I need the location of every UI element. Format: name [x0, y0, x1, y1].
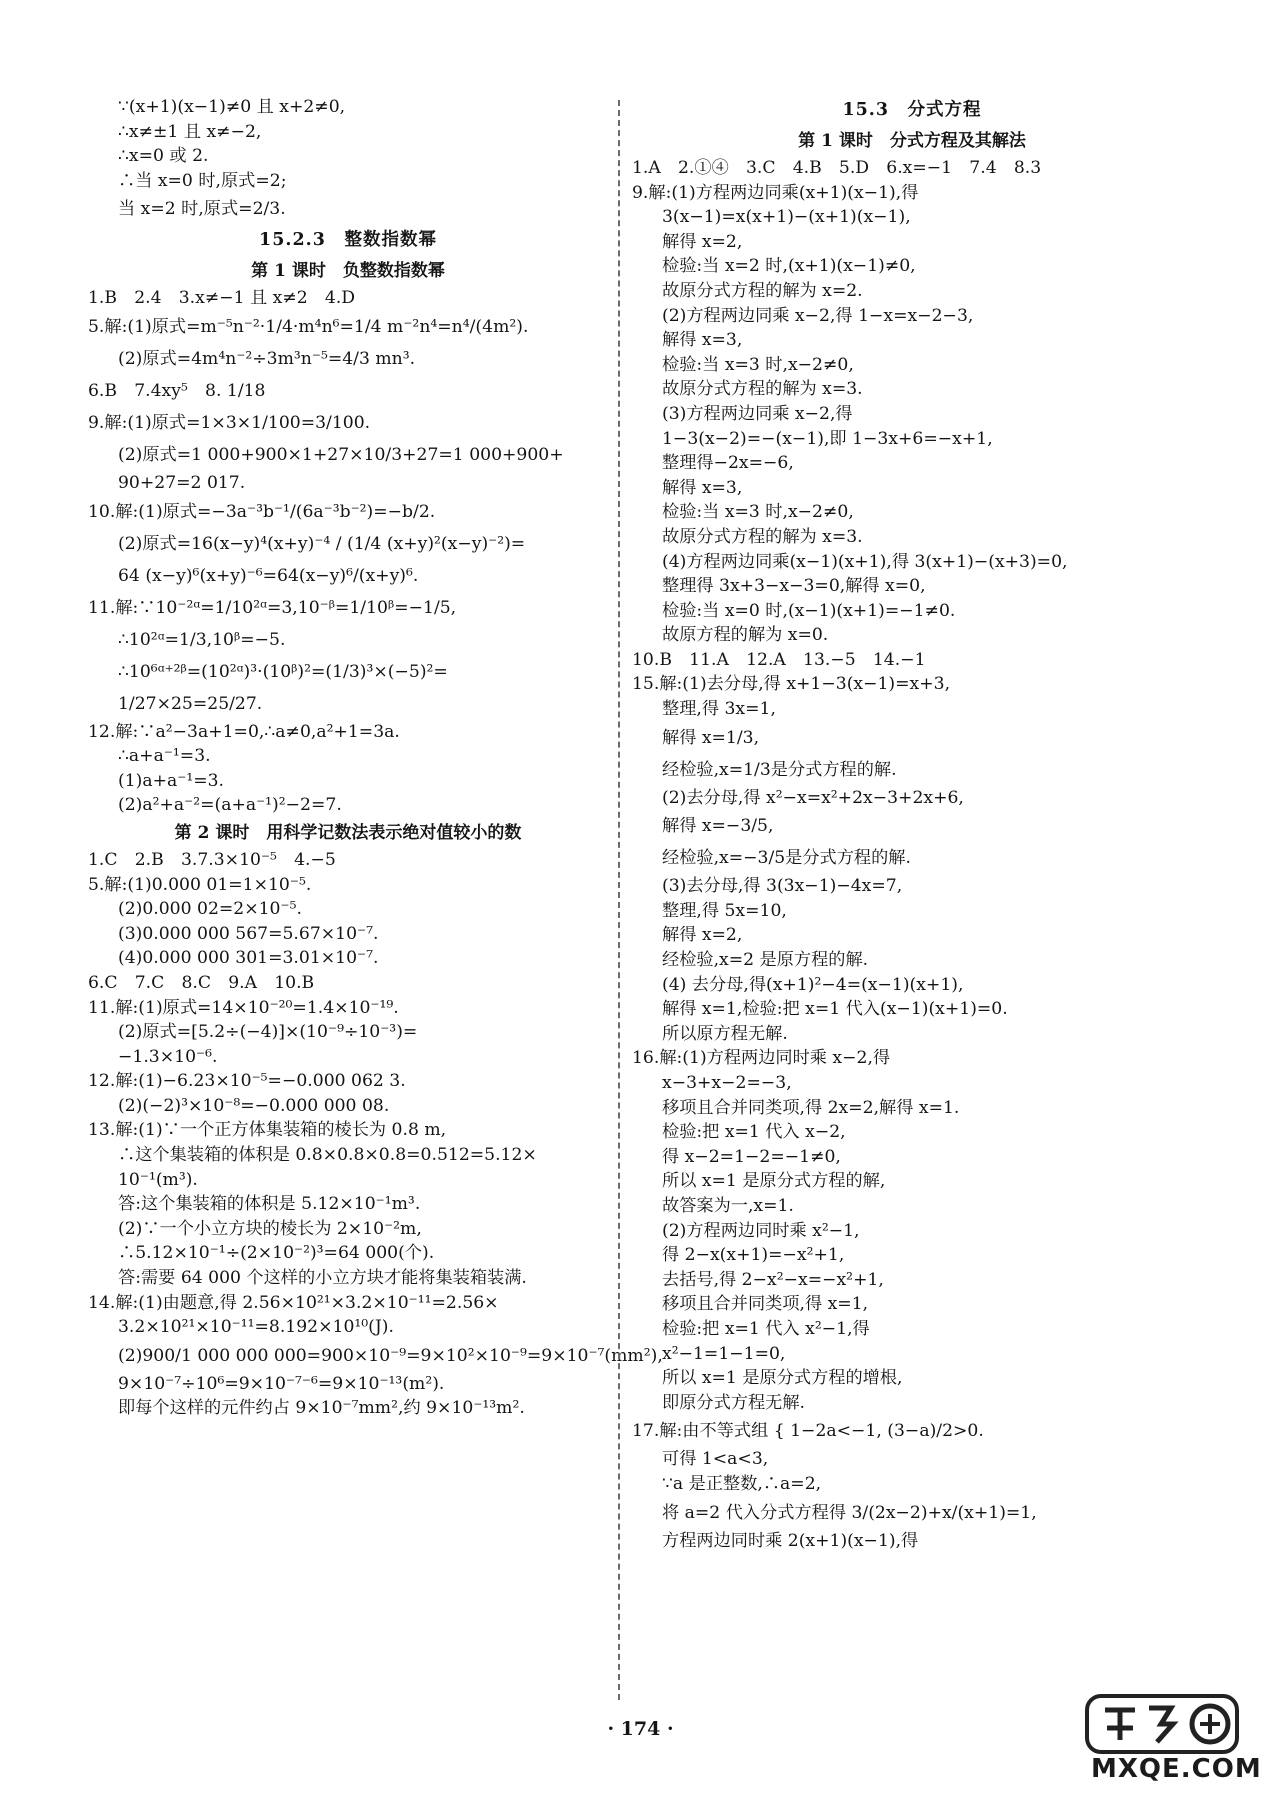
watermark-logo — [1085, 1690, 1262, 1790]
left-column-line: ∴当 x=0 时,原式=2; — [118, 170, 287, 191]
left-column-line: ∴10⁶ᵅ⁺²ᵝ=(10²ᵅ)³·(10ᵝ)²=(1/3)³×(−5)²= — [118, 661, 448, 682]
left-column-line: 5.解:(1)0.000 01=1×10⁻⁵. — [88, 874, 312, 895]
right-column-line: 故原分式方程的解为 x=3. — [662, 379, 863, 400]
left-column-line: ∴这个集装箱的体积是 0.8×0.8×0.8=0.512=5.12× — [118, 1145, 537, 1166]
right-column-line: 经检验,x=−3/5是分式方程的解. — [662, 848, 911, 869]
left-column-line: (2)900/1 000 000 000=900×10⁻⁹=9×10²×10⁻⁹=9×10⁻⁷(mm²), — [118, 1345, 663, 1366]
left-column-line: 当 x=2 时,原式=2/3. — [118, 199, 286, 220]
left-column-line: 12.解:(1)−6.23×10⁻⁵=−0.000 062 3. — [88, 1071, 406, 1092]
right-column-line: 解得 x=2, — [662, 925, 743, 946]
left-column-line: 1.C 2.B 3.7.3×10⁻⁵ 4.−5 — [88, 849, 336, 870]
left-column-line: 即每个这样的元件约占 9×10⁻⁷mm²,约 9×10⁻¹³m². — [118, 1398, 525, 1419]
left-column-line: (2)原式=16(x−y)⁴(x+y)⁻⁴ / (1/4 (x+y)²(x−y)⁻²)= — [118, 533, 526, 554]
right-column-line: 15.3 分式方程 — [842, 100, 982, 120]
right-column-line: 故原分式方程的解为 x=2. — [662, 280, 863, 301]
left-column-line: (4)0.000 000 301=3.01×10⁻⁷. — [118, 948, 379, 969]
left-column-line: (2)∵一个小立方块的棱长为 2×10⁻²m, — [118, 1218, 422, 1239]
right-column-line: 即原分式方程无解. — [662, 1392, 805, 1413]
left-column-line: (1)a+a⁻¹=3. — [118, 770, 225, 791]
watermark-text: MXQE.COM — [1091, 1754, 1262, 1784]
right-column-line: 9.解:(1)方程两边同乘(x+1)(x−1),得 — [632, 182, 919, 203]
left-column-line: 1.B 2.4 3.x≠−1 且 x≠2 4.D — [88, 288, 356, 309]
left-column-line: (3)0.000 000 567=5.67×10⁻⁷. — [118, 923, 379, 944]
right-column-line: 解得 x=1/3, — [662, 727, 760, 748]
right-column-line: 15.解:(1)去分母,得 x+1−3(x−1)=x+3, — [632, 674, 951, 695]
left-column-line: 11.解:∵10⁻²ᵅ=1/10²ᵅ=3,10⁻ᵝ=1/10ᵝ=−1/5, — [88, 597, 457, 618]
right-column-line: 16.解:(1)方程两边同时乘 x−2,得 — [632, 1048, 891, 1069]
right-column-line: 整理得 3x+3−x−3=0,解得 x=0, — [662, 576, 926, 597]
column-divider — [618, 100, 620, 1700]
right-column-line: x²−1=1−1=0, — [662, 1343, 786, 1364]
right-column-line: 移项且合并同类项,得 2x=2,解得 x=1. — [662, 1097, 960, 1118]
right-column-line: 检验:当 x=0 时,(x−1)(x+1)=−1≠0. — [662, 600, 956, 621]
right-column-line: 故原分式方程的解为 x=3. — [662, 526, 863, 547]
right-column-line: 检验:把 x=1 代入 x−2, — [662, 1122, 846, 1143]
left-column-line: 答:需要 64 000 个这样的小立方块才能将集装箱装满. — [118, 1268, 527, 1289]
right-column-line: ∵a 是正整数,∴a=2, — [662, 1473, 822, 1494]
right-column-line: 经检验,x=1/3是分式方程的解. — [662, 759, 897, 780]
right-column-line: 检验:当 x=3 时,x−2≠0, — [662, 354, 854, 375]
right-column-line: (4) 去分母,得(x+1)²−4=(x−1)(x+1), — [662, 974, 964, 995]
left-column-line: ∴a+a⁻¹=3. — [118, 746, 211, 767]
left-column-line: ∴x≠±1 且 x≠−2, — [118, 121, 262, 142]
left-column-line: 10⁻¹(m³). — [118, 1169, 198, 1190]
right-column-line: 整理,得 5x=10, — [662, 900, 787, 921]
left-column-line: 10.解:(1)原式=−3a⁻³b⁻¹/(6a⁻³b⁻²)=−b/2. — [88, 501, 436, 522]
left-column-line: 答:这个集装箱的体积是 5.12×10⁻¹m³. — [118, 1194, 421, 1215]
right-column-line: 整理得−2x=−6, — [662, 453, 794, 474]
left-column-line: 11.解:(1)原式=14×10⁻²⁰=1.4×10⁻¹⁹. — [88, 997, 399, 1018]
right-column-line: 经检验,x=2 是原方程的解. — [662, 950, 869, 971]
page-number: · 174 · — [607, 1718, 674, 1740]
right-column-line: 得 x−2=1−2=−1≠0, — [662, 1146, 841, 1167]
left-column-line: 14.解:(1)由题意,得 2.56×10²¹×3.2×10⁻¹¹=2.56× — [88, 1292, 499, 1313]
left-column-line: (2)原式=4m⁴n⁻²÷3m³n⁻⁵=4/3 mn³. — [118, 348, 416, 369]
left-column-line: 9×10⁻⁷÷10⁶=9×10⁻⁷⁻⁶=9×10⁻¹³(m²). — [118, 1373, 445, 1394]
left-column-line: 6.B 7.4xy⁵ 8. 1/18 — [88, 380, 266, 401]
right-column-line: 10.B 11.A 12.A 13.−5 14.−1 — [632, 649, 926, 670]
watermark-badge-icon — [1085, 1690, 1255, 1758]
right-column-line: (4)方程两边同乘(x−1)(x+1),得 3(x+1)−(x+3)=0, — [662, 551, 1068, 572]
right-column-line: 第 1 课时 分式方程及其解法 — [798, 131, 1026, 151]
left-column-line: 3.2×10²¹×10⁻¹¹=8.192×10¹⁰(J). — [118, 1317, 394, 1338]
right-column-line: (2)方程两边同乘 x−2,得 1−x=x−2−3, — [662, 305, 974, 326]
right-column-line: 所以 x=1 是原分式方程的增根, — [662, 1368, 903, 1389]
left-column-line: ∵(x+1)(x−1)≠0 且 x+2≠0, — [118, 97, 346, 117]
right-column-line: 解得 x=2, — [662, 231, 743, 252]
left-column-line: (2)0.000 02=2×10⁻⁵. — [118, 899, 302, 920]
right-column-line: 去括号,得 2−x²−x=−x²+1, — [662, 1269, 884, 1290]
right-column-line: 所以 x=1 是原分式方程的解, — [662, 1171, 886, 1192]
left-column-line: (2)a²+a⁻²=(a+a⁻¹)²−2=7. — [118, 795, 342, 816]
right-column-line: 得 2−x(x+1)=−x²+1, — [662, 1245, 845, 1266]
right-column-line: 17.解:由不等式组 { 1−2a<−1, (3−a)/2>0. — [632, 1421, 984, 1442]
left-column-line: (2)原式=[5.2÷(−4)]×(10⁻⁹÷10⁻³)= — [118, 1022, 418, 1043]
right-column-line: 将 a=2 代入分式方程得 3/(2x−2)+x/(x+1)=1, — [662, 1502, 1037, 1523]
right-column-line: (2)去分母,得 x²−x=x²+2x−3+2x+6, — [662, 787, 964, 808]
left-column-line: 1/27×25=25/27. — [118, 693, 263, 714]
left-column-line: ∴10²ᵅ=1/3,10ᵝ=−5. — [118, 629, 286, 650]
left-column-line: ∴x=0 或 2. — [118, 146, 209, 167]
left-column-line: 12.解:∵a²−3a+1=0,∴a≠0,a²+1=3a. — [88, 721, 400, 742]
left-column-line: 64 (x−y)⁶(x+y)⁻⁶=64(x−y)⁶/(x+y)⁶. — [118, 565, 419, 586]
right-column-line: 可得 1<a<3, — [662, 1449, 769, 1470]
right-column-line: 故答案为一,x=1. — [662, 1195, 794, 1216]
left-column-line: 第 1 课时 负整数指数幂 — [251, 261, 445, 282]
right-column-line: 解得 x=1,检验:把 x=1 代入(x−1)(x+1)=0. — [662, 999, 1008, 1020]
right-column-line: 整理,得 3x=1, — [662, 699, 776, 720]
right-column-line: 3(x−1)=x(x+1)−(x+1)(x−1), — [662, 207, 911, 228]
left-column-line: (2)原式=1 000+900×1+27×10/3+27=1 000+900+ — [118, 444, 564, 465]
right-column-line: 移项且合并同类项,得 x=1, — [662, 1294, 869, 1315]
right-column-line: 故原方程的解为 x=0. — [662, 625, 829, 646]
right-column-line: 1−3(x−2)=−(x−1),即 1−3x+6=−x+1, — [662, 428, 993, 449]
right-column-line: 解得 x=3, — [662, 477, 743, 498]
left-column-line: 15.2.3 整数指数幂 — [259, 230, 437, 251]
left-column — [88, 95, 663, 1421]
left-column-line: 5.解:(1)原式=m⁻⁵n⁻²·1/4·m⁴n⁶=1/4 m⁻²n⁴=n⁴/(4m²). — [88, 316, 529, 337]
right-column-line: (3)方程两边同乘 x−2,得 — [662, 403, 853, 424]
right-column-line: 方程两边同时乘 2(x+1)(x−1),得 — [662, 1530, 919, 1551]
left-column-line: 90+27=2 017. — [118, 472, 246, 493]
right-column-line: 所以原方程无解. — [662, 1023, 788, 1044]
right-column-line: (2)方程两边同时乘 x²−1, — [662, 1220, 860, 1241]
left-column-line: 9.解:(1)原式=1×3×1/100=3/100. — [88, 412, 371, 433]
right-column-line: 检验:当 x=2 时,(x+1)(x−1)≠0, — [662, 256, 916, 277]
left-column-line: 13.解:(1)∵一个正方体集装箱的棱长为 0.8 m, — [88, 1120, 447, 1141]
left-column-line: (2)(−2)³×10⁻⁸=−0.000 000 08. — [118, 1095, 390, 1116]
right-column-line: 解得 x=3, — [662, 330, 743, 351]
right-column-line: (3)去分母,得 3(3x−1)−4x=7, — [662, 876, 903, 897]
left-column-line: 第 2 课时 用科学记数法表示绝对值较小的数 — [174, 822, 522, 843]
left-column-line: −1.3×10⁻⁶. — [118, 1046, 218, 1067]
right-column-line: 检验:当 x=3 时,x−2≠0, — [662, 502, 854, 523]
right-column-line: 检验:把 x=1 代入 x²−1,得 — [662, 1318, 870, 1339]
left-column-line: ∴5.12×10⁻¹÷(2×10⁻²)³=64 000(个). — [118, 1243, 435, 1264]
right-column-line: 1.A 2.①④ 3.C 4.B 5.D 6.x=−1 7.4 8.3 — [632, 158, 1042, 178]
right-column — [632, 95, 1192, 1553]
right-column-line: x−3+x−2=−3, — [662, 1073, 792, 1093]
right-column-line: 解得 x=−3/5, — [662, 816, 774, 837]
left-column-line: 6.C 7.C 8.C 9.A 10.B — [88, 972, 315, 993]
